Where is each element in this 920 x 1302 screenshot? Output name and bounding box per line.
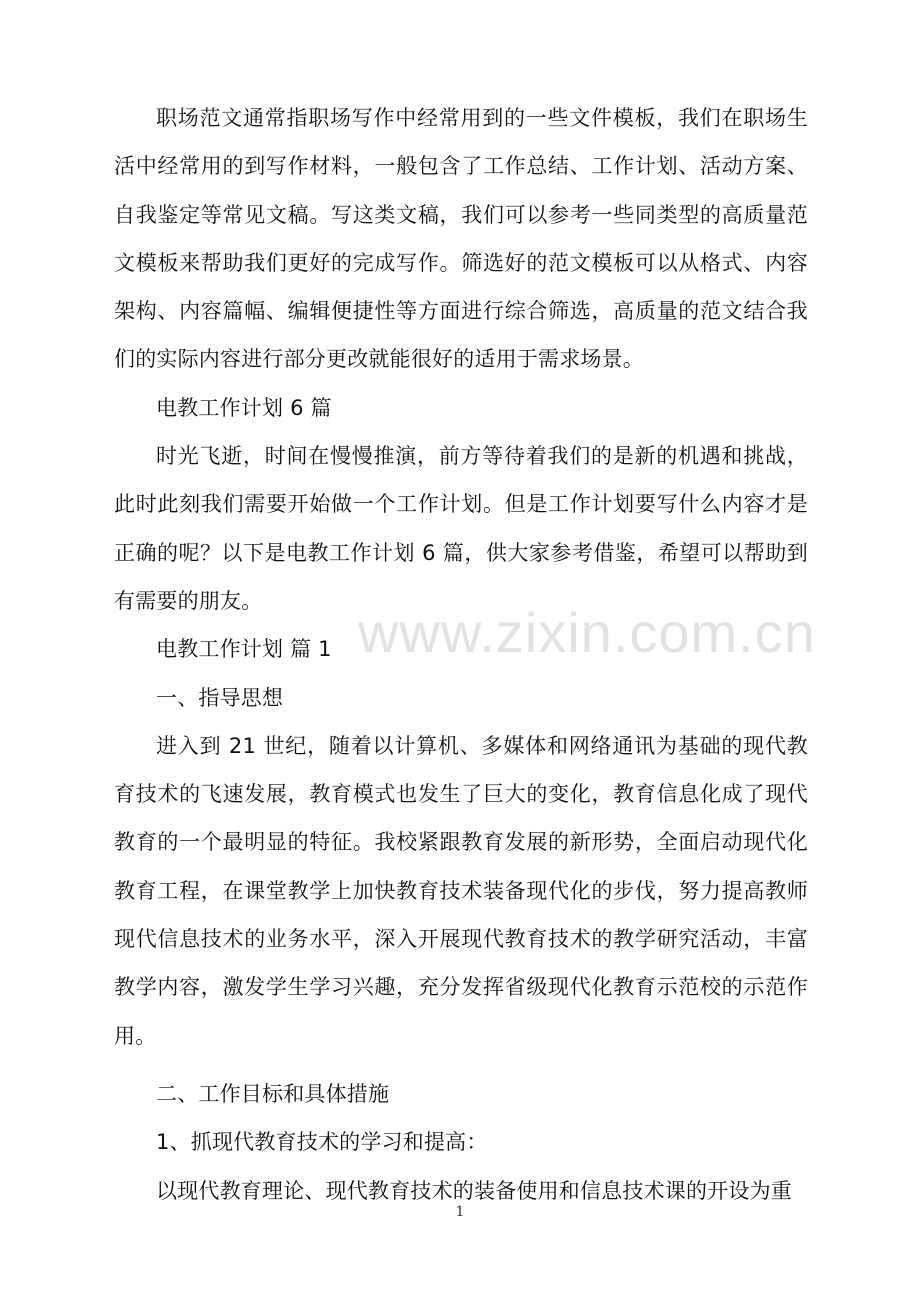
body-paragraph: 以现代教育理论、现代教育技术的装备使用和信息技术课的开设为重 [156,1178,792,1203]
preface-paragraph: 时光飞逝，时间在慢慢推演，前方等待着我们的是新的机遇和挑战，此时此刻我们需要开始做一个工作计划。但是工作计划要写什么内容才是正确的呢？以下是电教工作计划 6 篇，供大家参考借鉴，希望可以帮助到有需要的朋友。 [114,444,808,613]
page-number: 1 [455,1204,465,1220]
document-title: 电教工作计划 6 篇 [156,395,332,420]
intro-paragraph: 职场范文通常指职场写作中经常用到的一些文件模板，我们在职场生活中经常用的到写作材料，一般包含了工作总结、工作计划、活动方案、自我鉴定等常见文稿。写这类文稿，我们可以参考一些同类型的高质量范文模板来帮助我们更好的完成写作。筛选好的范文模板可以从格式、内容架构、内容篇幅、编辑便捷性等方面进行综合筛选，高质量的范文结合我们的实际内容进行部分更改就能很好的适用于需求场景。 [114,106,808,372]
watermark: www.zixin.com.cn [358,601,816,664]
section-title: 电教工作计划 篇 1 [156,637,332,662]
document-body [114,94,808,1215]
heading-goals-measures: 二、工作目标和具体措施 [156,1081,390,1106]
heading-guiding-ideology: 一、指导思想 [156,685,284,710]
subheading-item-1: 1、抓现代教育技术的学习和提高： [156,1130,488,1155]
body-paragraph: 进入到 21 世纪，随着以计算机、多媒体和网络通讯为基础的现代教育技术的飞速发展，教育模式也发生了巨大的变化，教育信息化成了现代教育的一个最明显的特征。我校紧跟教育发展的新形势，全面启动现代化教育工程，在课堂教学上加快教育技术装备现代化的步伐，努力提高教师现代信息技术的业务水平，深入开展现代教育技术的教学研究活动，丰富教学内容，激发学生学习兴趣，充分发挥省级现代化教育示范校的示范作用。 [114,733,808,1048]
